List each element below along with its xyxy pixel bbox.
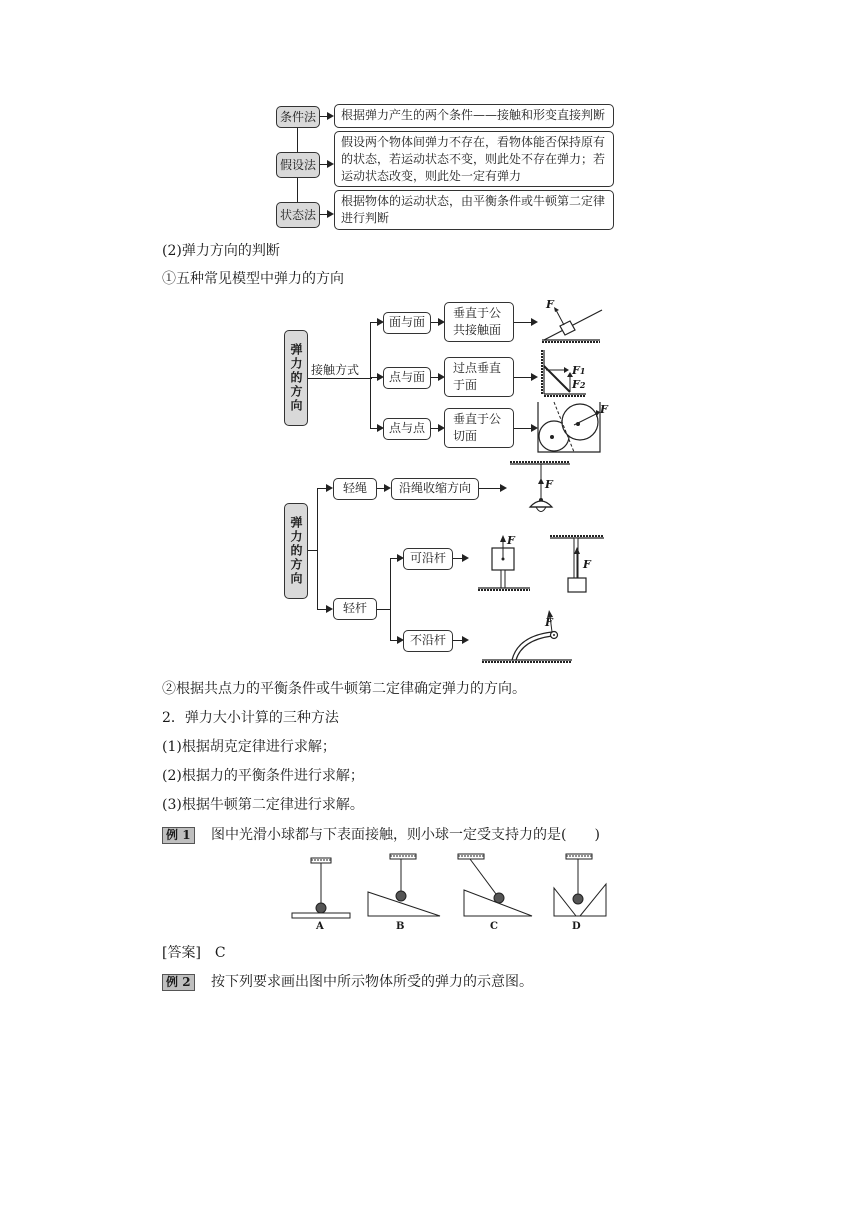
branch-point-surface: 点与面 [383,367,431,389]
diagram1-root: 弹力的方向 [284,330,308,426]
answer: [答案] C [162,945,226,961]
desc-point-surface: 过点垂直于面 [444,357,514,397]
section-magnitude: 2．弹力大小计算的三种方法 [162,710,339,726]
rod-hanging-figure [548,534,608,594]
branch-surface-surface: 面与面 [383,312,431,334]
rod-support-figure [476,532,536,594]
method-desc-1: 根据弹力产生的两个条件——接触和形变直接判断 [334,104,614,128]
sub-heading-2: ②根据共点力的平衡条件或牛顿第二定律确定弹力的方向。 [162,681,526,697]
method-equilibrium: (2)根据力的平衡条件进行求解； [162,768,364,784]
option-a-label: A [316,921,324,932]
force-label-rod-support: F [507,534,515,547]
curved-rod-figure [478,606,578,668]
hanging-lamp-figure [508,460,574,520]
sub-heading-1: ①五种常见模型中弹力的方向 [162,271,344,287]
method-label-1: 条件法 [276,106,320,128]
rope-node: 轻绳 [333,478,377,500]
method-hooke: (1)根据胡克定律进行求解； [162,739,336,755]
branch-point-point: 点与点 [383,418,431,440]
force-label-rod-hanging: F [583,558,591,571]
example1-figures [290,854,620,938]
example1 [162,826,600,844]
contact-mode-label: 接触方式 [311,363,360,377]
example2-badge: 例 2 [162,974,195,991]
force-label-curved-rod: F [545,616,553,629]
rod-not-along-node: 不沿杆 [403,630,453,652]
method-label-3: 状态法 [276,202,320,228]
method-desc-2: 假设两个物体间弹力不存在，看物体能否保持原有的状态，若运动状态不变，则此处不存在弹力；若运动状态改变，则此处一定有弹力 [334,131,614,187]
option-d-label: D [572,921,581,932]
example1-badge: 例 1 [162,827,195,844]
method-newton: (3)根据牛顿第二定律进行求解。 [162,797,364,813]
option-c-label: C [490,921,498,932]
f2-label: F2 [572,378,586,391]
example2-text: 按下列要求画出图中所示物体所受的弹力的示意图。 [211,974,534,990]
option-b-label: B [396,921,405,932]
rod-along-node: 可沿杆 [403,548,453,570]
section-direction: (2)弹力方向的判断 [162,243,280,259]
method-label-2: 假设法 [276,152,320,178]
method-desc-3: 根据物体的运动状态，由平衡条件或牛顿第二定律进行判断 [334,190,614,230]
rope-desc: 沿绳收缩方向 [391,478,479,500]
f1-label: F1 [572,364,586,377]
example1-text: 图中光滑小球都与下表面接触，则小球一定受支持力的是( ) [211,827,600,843]
force-label-circles: F [600,403,608,416]
force-label-lamp: F [545,478,553,491]
force-label-incline: F [546,298,554,311]
desc-point-point: 垂直于公切面 [444,408,514,448]
rod-node: 轻杆 [333,598,377,620]
diagram2-root: 弹力的方向 [284,503,308,599]
desc-surface-surface: 垂直于公共接触面 [444,302,514,342]
example2 [162,973,533,991]
